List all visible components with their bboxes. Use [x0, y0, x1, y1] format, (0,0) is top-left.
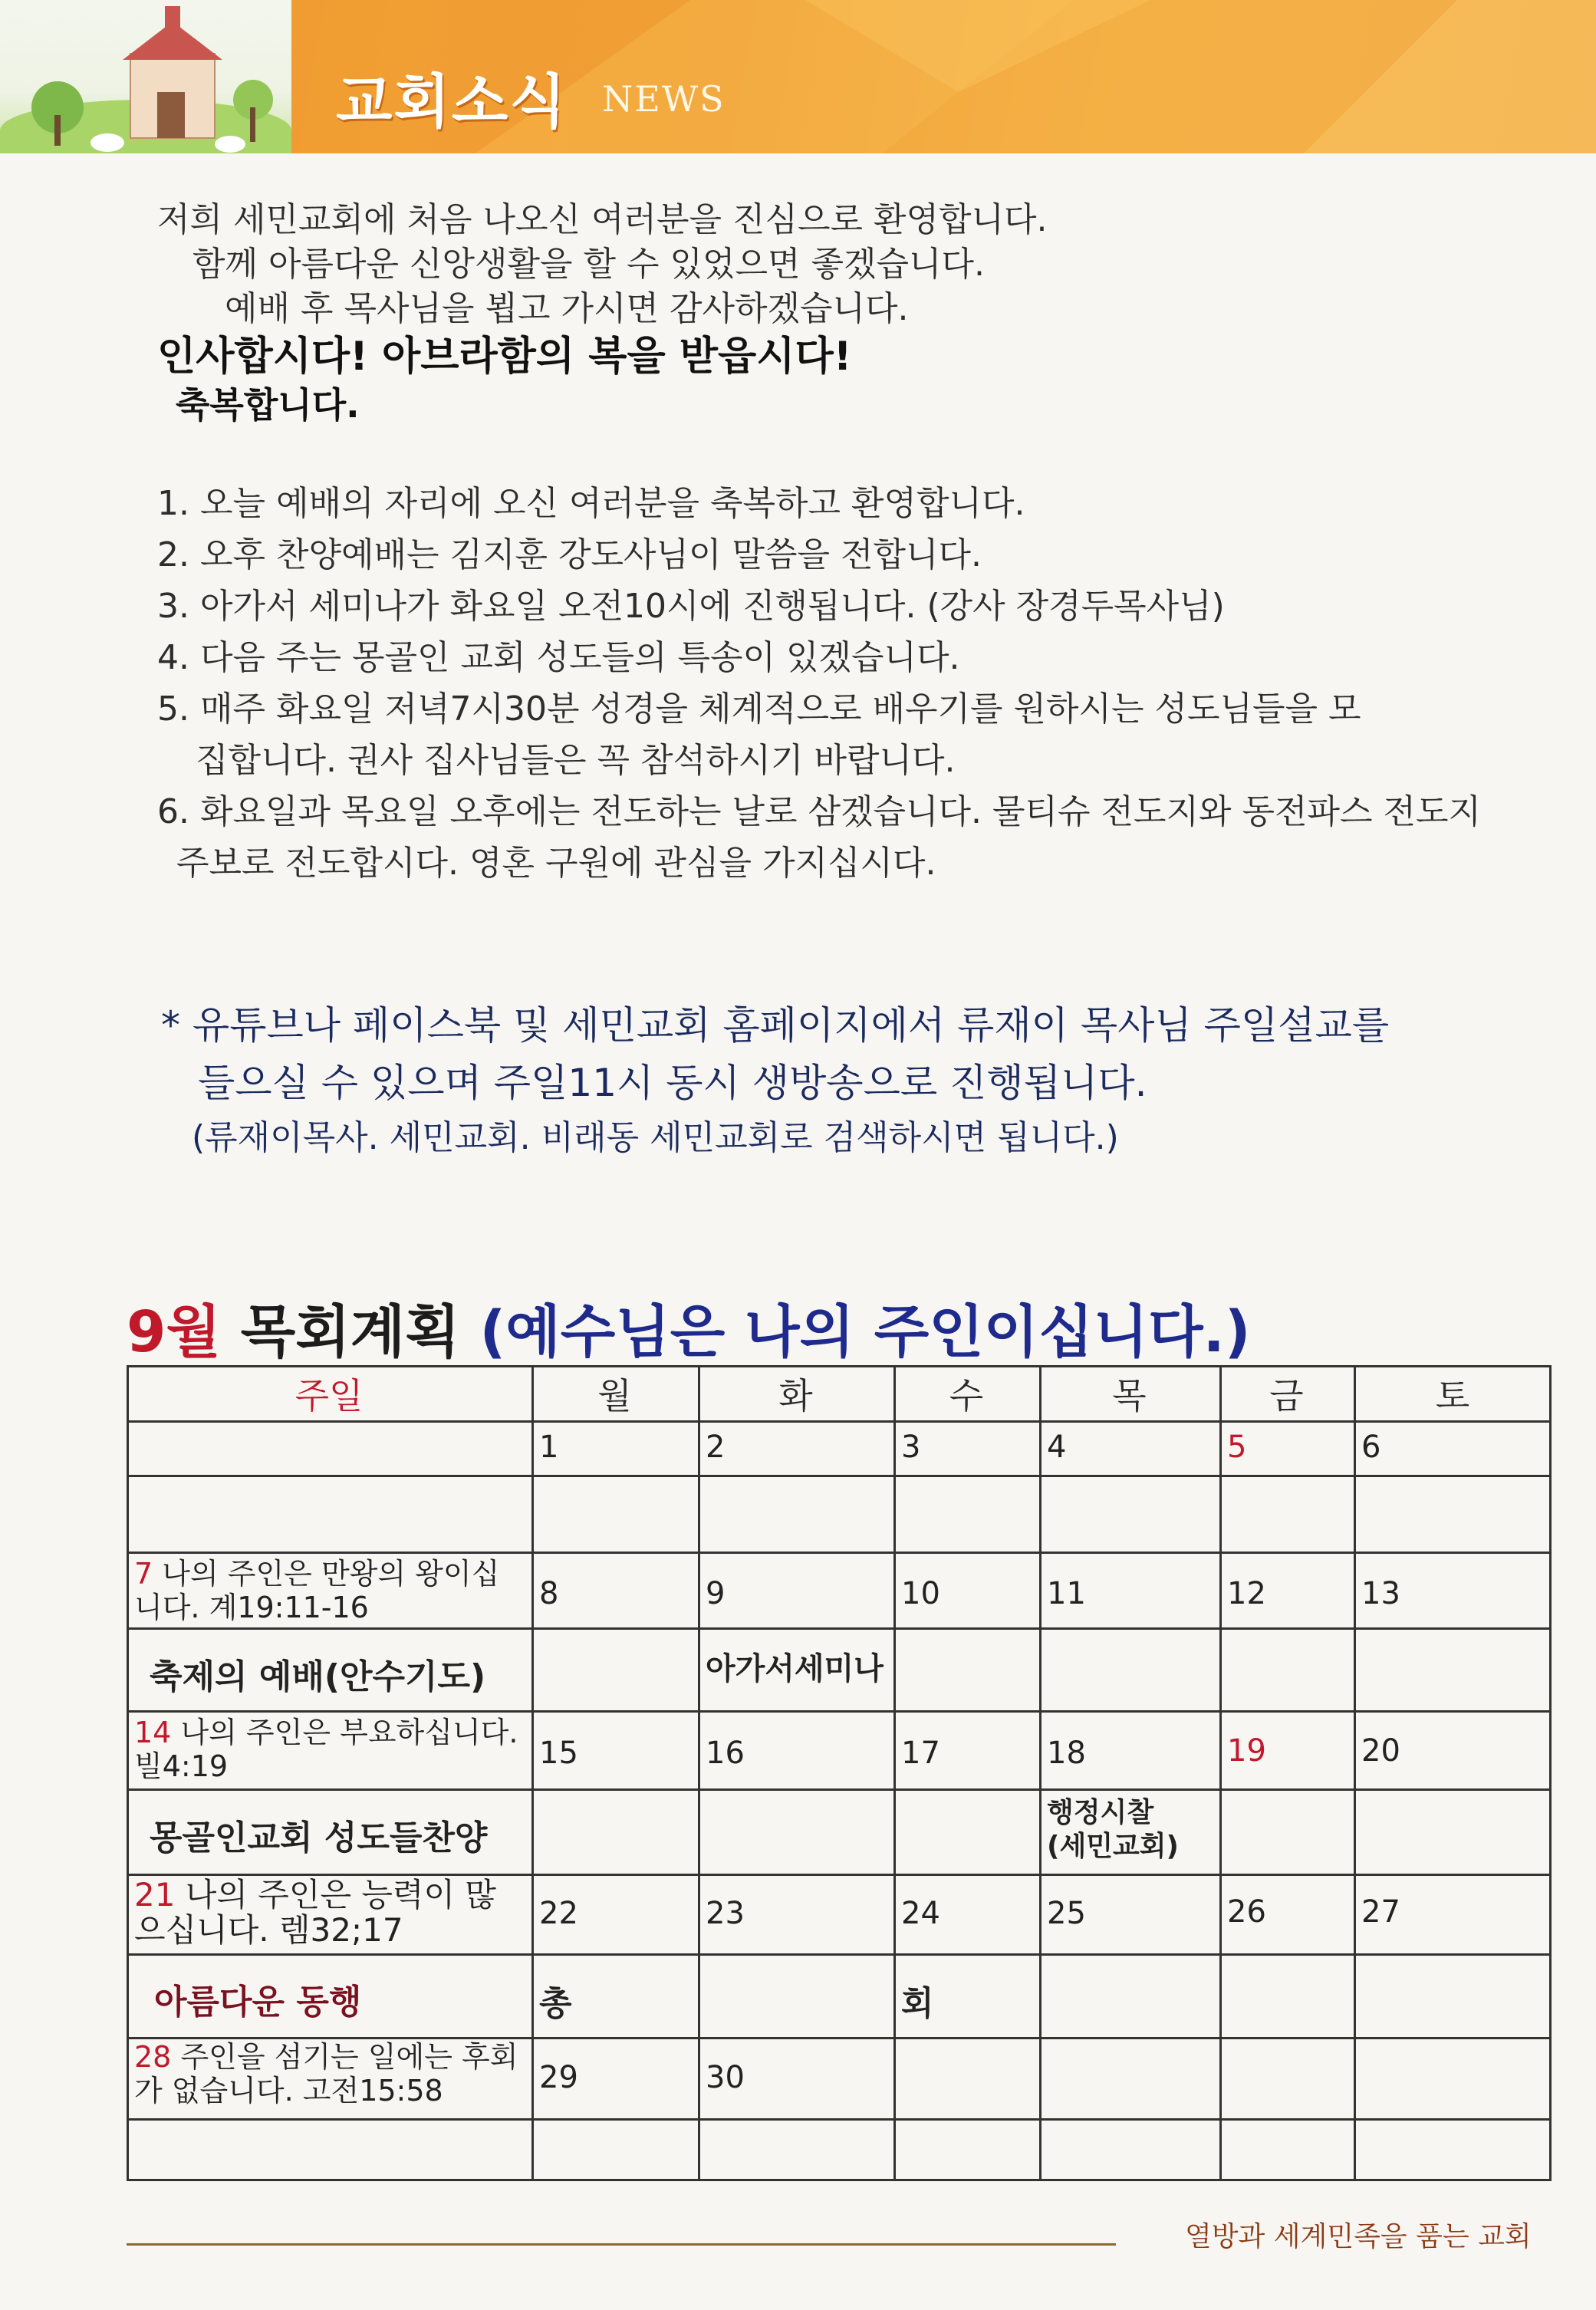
header-thursday: 목 — [1112, 1375, 1147, 1417]
date-cell: 13 — [1361, 1576, 1400, 1611]
news-item: 5. 매주 화요일 저녁7시30분 성경을 체계적으로 배우기를 원하시는 성도님들을 모 — [157, 689, 1361, 729]
date-cell: 8 — [539, 1576, 559, 1611]
date-cell: 3 — [901, 1430, 921, 1465]
date-cell: 27 — [1361, 1894, 1400, 1930]
sermon-date: 7 — [134, 1557, 153, 1591]
header-sunday: 주일 — [295, 1375, 364, 1417]
welcome-line-5: 축복합니다. — [176, 384, 360, 426]
grid-line — [1549, 1365, 1552, 2181]
date-cell: 6 — [1361, 1430, 1381, 1465]
schedule-title — [127, 1287, 1251, 1368]
date-cell: 29 — [539, 2060, 578, 2095]
date-cell: 1 — [539, 1430, 559, 1465]
grid-line — [698, 1365, 700, 2181]
sermon-text: 나의 주인은 부요하십니다. 빌4:19 — [134, 1716, 518, 1783]
grid-line — [127, 2037, 1552, 2039]
event-cell: 총 — [539, 1984, 572, 2023]
news-item: 1. 오늘 예배의 자리에 오신 여러분을 축복하고 환영합니다. — [157, 484, 1025, 523]
date-cell: 11 — [1047, 1576, 1086, 1611]
header-wednesday: 수 — [949, 1375, 984, 1417]
schedule-theme: (예수님은 나의 주인이십니다.) — [479, 1299, 1251, 1365]
news-item-continued: 주보로 전도합시다. 영혼 구원에 관심을 가지십시다. — [176, 844, 936, 883]
grid-line — [127, 2118, 1552, 2121]
date-cell: 19 — [1227, 1733, 1266, 1769]
date-cell: 25 — [1047, 1896, 1086, 1931]
event-cell: 아가서세미나 — [706, 1651, 884, 1686]
sermon-cell — [134, 1877, 525, 1948]
sermon-text: 주인을 섬기는 일에는 후회가 없습니다. 고전15:58 — [134, 2040, 518, 2108]
sermon-text: 나의 주인은 능력이 많으십니다. 렘32;17 — [134, 1876, 497, 1949]
grid-line — [127, 1710, 1552, 1713]
church-illustration — [0, 0, 291, 153]
grid-line — [127, 1475, 1552, 1477]
event-cell: 몽골인교회 성도들찬양 — [150, 1818, 488, 1858]
sermon-text: 나의 주인은 만왕의 왕이십니다. 계19:11-16 — [134, 1557, 500, 1624]
news-item: 2. 오후 찬양예배는 김지훈 강도사님이 말씀을 전합니다. — [157, 535, 982, 574]
grid-line — [127, 2179, 1552, 2181]
page-title-en: NEWS — [602, 78, 726, 120]
date-cell: 23 — [706, 1896, 745, 1931]
grid-line — [127, 1552, 1552, 1554]
news-item: 3. 아가서 세미나가 화요일 오전10시에 진행됩니다. (강사 장경두목사님) — [157, 587, 1225, 626]
header-monday: 월 — [597, 1375, 632, 1417]
event-cell — [1047, 1796, 1179, 1864]
event-line: (세민교회) — [1047, 1831, 1180, 1862]
date-cell: 2 — [706, 1430, 726, 1465]
date-cell: 15 — [539, 1736, 578, 1771]
grid-line — [1354, 1365, 1356, 2181]
date-cell: 30 — [706, 2060, 745, 2095]
event-line: 행정시찰 — [1047, 1797, 1154, 1828]
grid-line — [531, 1365, 534, 2181]
news-item: 6. 화요일과 목요일 오후에는 전도하는 날로 삼겠습니다. 물티슈 전도지와 동전파스 전도지 — [157, 792, 1481, 831]
welcome-line-1: 저희 세민교회에 처음 나오신 여러분을 진심으로 환영합니다. — [157, 200, 1048, 239]
date-cell: 9 — [706, 1576, 726, 1611]
date-cell: 24 — [901, 1896, 940, 1931]
sermon-cell — [134, 1557, 525, 1624]
grid-line — [127, 1627, 1552, 1630]
welcome-line-4: 인사합시다! 아브라함의 복을 받읍시다! — [157, 334, 852, 380]
grid-line — [893, 1365, 896, 2181]
date-cell: 18 — [1047, 1736, 1086, 1771]
church-icon — [0, 0, 291, 153]
date-cell: 20 — [1361, 1733, 1400, 1769]
date-cell: 17 — [901, 1736, 940, 1771]
sermon-date: 28 — [134, 2040, 172, 2074]
date-cell: 12 — [1227, 1576, 1266, 1611]
header-friday: 금 — [1269, 1375, 1304, 1417]
header-saturday: 토 — [1435, 1375, 1470, 1417]
welcome-line-2: 함께 아름다운 신앙생활을 할 수 있었으면 좋겠습니다. — [193, 245, 985, 284]
date-cell: 4 — [1047, 1430, 1067, 1465]
grid-line — [127, 1420, 1552, 1423]
grid-line — [127, 1788, 1552, 1791]
sermon-date: 14 — [134, 1716, 172, 1749]
sermon-cell — [134, 1716, 525, 1783]
sermon-date: 21 — [134, 1876, 176, 1913]
page-title: 교회소식 — [336, 67, 568, 136]
notice-line-1: * 유튜브나 페이스북 및 세민교회 홈페이지에서 류재이 목사님 주일설교를 — [161, 1003, 1390, 1048]
schedule-plan-label: 목회계획 — [240, 1299, 460, 1365]
event-cell: 아름다운 동행 — [154, 1983, 362, 2022]
sermon-cell — [134, 2040, 525, 2108]
news-item-continued: 집합니다. 권사 집사님들은 꼭 참석하시기 바랍니다. — [196, 741, 956, 780]
schedule-month: 9월 — [127, 1299, 221, 1365]
header-tuesday: 화 — [778, 1375, 813, 1417]
grid-line — [127, 1953, 1552, 1956]
event-cell: 회 — [901, 1984, 934, 2023]
welcome-line-3: 예배 후 목사님을 뵙고 가시면 감사하겠습니다. — [225, 289, 909, 328]
event-cell: 축제의 예배(안수기도) — [150, 1657, 486, 1696]
date-cell: 16 — [706, 1736, 745, 1771]
footer-slogan: 열방과 세계민족을 품는 교회 — [1185, 2221, 1532, 2252]
date-cell: 10 — [901, 1576, 940, 1611]
header-banner — [0, 0, 1596, 153]
grid-line — [1219, 1365, 1222, 2181]
calendar-table — [127, 1365, 1552, 2181]
date-cell: 5 — [1227, 1430, 1247, 1465]
grid-line — [1039, 1365, 1042, 2181]
grid-line — [127, 1365, 129, 2181]
notice-line-3: (류재이목사. 세민교회. 비래동 세민교회로 검색하시면 됩니다.) — [192, 1118, 1119, 1157]
date-cell: 26 — [1227, 1894, 1266, 1930]
date-cell: 22 — [539, 1896, 578, 1931]
news-item: 4. 다음 주는 몽골인 교회 성도들의 특송이 있겠습니다. — [157, 638, 960, 677]
grid-line — [127, 1365, 1552, 1367]
notice-line-2: 들으실 수 있으며 주일11시 동시 생방송으로 진행됩니다. — [198, 1061, 1147, 1105]
footer-divider — [127, 2243, 1116, 2246]
